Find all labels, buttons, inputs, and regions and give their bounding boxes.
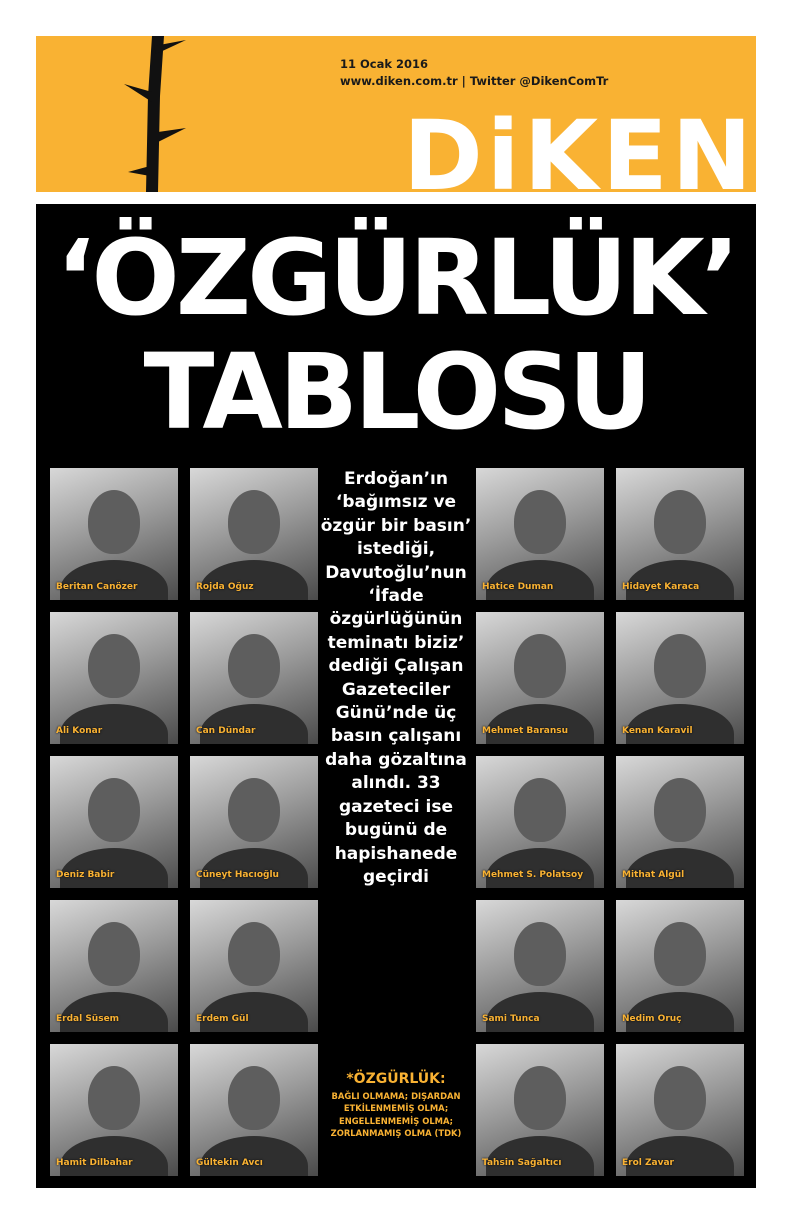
- diken-logo: DiKEN: [403, 108, 756, 192]
- portrait-name: Erol Zavar: [622, 1158, 674, 1168]
- portrait-name: Mithat Algül: [622, 870, 685, 880]
- masthead-meta: [340, 56, 608, 90]
- portrait-photo: [50, 756, 178, 888]
- main-panel: [36, 204, 756, 1188]
- portrait-photo: [616, 468, 744, 600]
- portrait-photo: [190, 612, 318, 744]
- portrait-name: Rojda Oğuz: [196, 582, 254, 592]
- portrait-name: Kenan Karavil: [622, 726, 693, 736]
- website-link[interactable]: www.diken.com.tr | Twitter @DikenComTr: [340, 74, 609, 88]
- portrait-photo: [616, 900, 744, 1032]
- portrait-name: Nedim Oruç: [622, 1014, 682, 1024]
- portrait-name: Cüneyt Hacıoğlu: [196, 870, 279, 880]
- headline-line2: TABLOSU: [143, 331, 649, 453]
- portrait-photo: [616, 612, 744, 744]
- portrait-photo: [476, 900, 604, 1032]
- portrait-photo: [50, 612, 178, 744]
- definition-title: *ÖZGÜRLÜK:: [346, 1071, 446, 1087]
- portrait-photo: [476, 612, 604, 744]
- portrait-photo: [50, 1044, 178, 1176]
- issue-date: 11 Ocak 2016: [340, 57, 429, 71]
- portrait-name: Mehmet Baransu: [482, 726, 569, 736]
- portrait-name: Hidayet Karaca: [622, 582, 700, 592]
- portrait-name: Hamit Dilbahar: [56, 1158, 133, 1168]
- portrait-name: Can Dündar: [196, 726, 256, 736]
- portrait-photo: [190, 1044, 318, 1176]
- portrait-photo: [190, 468, 318, 600]
- portrait-photo: [476, 1044, 604, 1176]
- headline-line1: ‘ÖZGÜRLÜK’: [55, 217, 737, 339]
- portrait-photo: [190, 756, 318, 888]
- portrait-name: Beritan Canözer: [56, 582, 138, 592]
- portrait-name: Erdem Gül: [196, 1014, 249, 1024]
- portrait-name: Deniz Babir: [56, 870, 115, 880]
- portrait-name: Erdal Süsem: [56, 1014, 120, 1024]
- portrait-name: Ali Konar: [56, 726, 103, 736]
- portrait-photo: [476, 468, 604, 600]
- portrait-photo: [190, 900, 318, 1032]
- portrait-name: Gültekin Avcı: [196, 1158, 263, 1168]
- portrait-photo: [616, 1044, 744, 1176]
- portrait-name: Hatice Duman: [482, 582, 554, 592]
- lead-paragraph: Erdoğan’ın ‘bağımsız ve özgür bir basın’ istediği, Davutoğlu’nun ‘İfade özgürlüğünün teminatı biziz’ dediği Çalışan Gazeteciler Günü’nde üç basın çalışanı daha gözaltına alındı. 33 gazeteci ise bugünü de hapishanede geçirdi: [320, 469, 472, 887]
- portrait-photo: [50, 468, 178, 600]
- portrait-photo: [476, 756, 604, 888]
- portrait-photo: [50, 900, 178, 1032]
- definition-text: BAĞLI OLMAMA; DIŞARDAN ETKİLENMEMİŞ OLMA; ENGELLENMEMİŞ OLMA; ZORLANMAMIŞ OLMA (TDK): [330, 1091, 462, 1139]
- portrait-name: Sami Tunca: [482, 1014, 540, 1024]
- portrait-name: Mehmet S. Polatsoy: [482, 870, 584, 880]
- thorn-branch-icon: [36, 36, 236, 192]
- portrait-photo: [616, 756, 744, 888]
- portrait-name: Tahsin Sağaltıcı: [482, 1158, 562, 1168]
- masthead: [36, 36, 756, 192]
